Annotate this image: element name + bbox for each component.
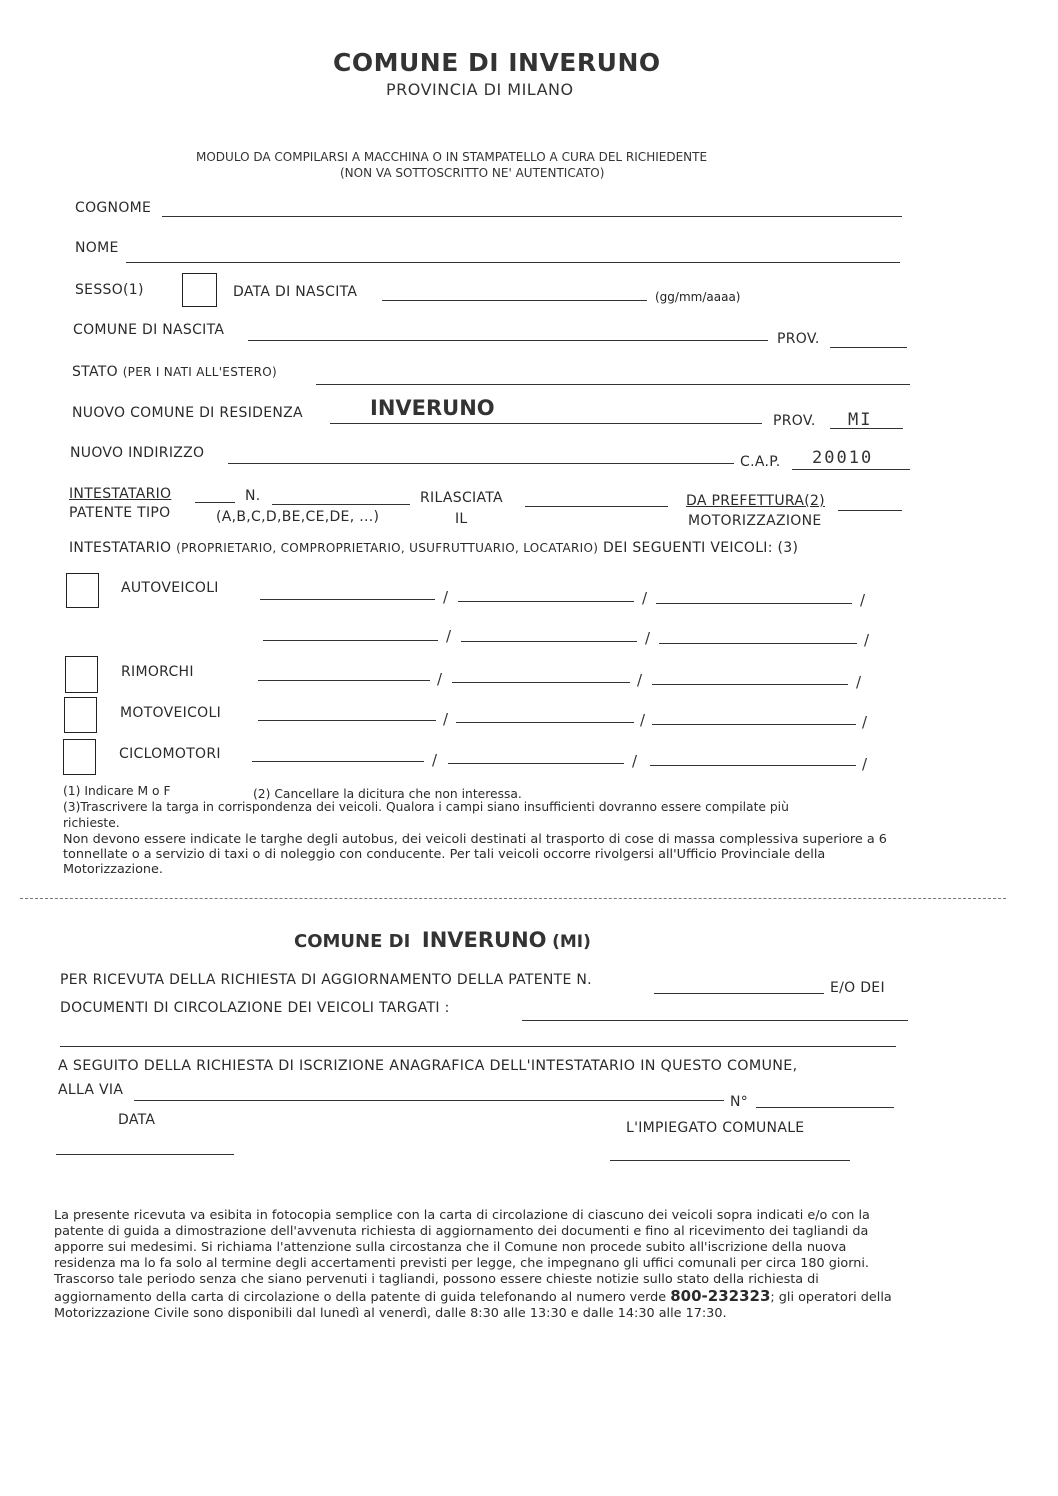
patente-tipi-hint: (A,B,C,D,BE,CE,DE, ...)	[216, 509, 380, 525]
cap-label: C.A.P.	[740, 454, 781, 470]
veicoli-heading	[69, 540, 798, 556]
comune-nascita-field[interactable]	[248, 340, 768, 341]
note-4: Non devono essere indicate le targhe degli autobus, dei veicoli destinati al trasporto di cose di massa complessiva superiore a 6 tonnellate o a servizio di taxi o di noleggio con conducente. Per tali veicoli occorre rivolgersi all'Ufficio Provinciale della Motorizzazione.	[63, 832, 887, 877]
slash: /	[640, 711, 646, 729]
da-prefettura-label: DA PREFETTURA(2)	[686, 493, 825, 509]
numero-label: N°	[730, 1094, 749, 1110]
slash: /	[637, 671, 643, 689]
rimorchi-targa-1[interactable]	[258, 680, 430, 681]
slash: /	[632, 752, 638, 770]
receipt-line-2: DOCUMENTI DI CIRCOLAZIONE DEI VEICOLI TARGATI :	[60, 1000, 450, 1016]
slash: /	[862, 713, 868, 731]
veicoli-heading-note: (PROPRIETARIO, COMPROPRIETARIO, USUFRUTTUARIO, LOCATARIO)	[176, 541, 599, 555]
motoveicoli-label: MOTOVEICOLI	[120, 705, 221, 721]
veicoli-heading-end: DEI SEGUENTI VEICOLI: (3)	[602, 540, 799, 556]
slash: /	[443, 588, 449, 606]
slash: /	[443, 710, 449, 728]
ciclomotori-checkbox[interactable]	[63, 739, 96, 775]
footer-text-b: ; gli operatori della Motorizzazione Civile sono disponibili dal lunedì al venerdì, dalle 8:30 alle 13:30 e dalle 14:30 alle 17:30.	[54, 1290, 892, 1321]
footer-paragraph	[54, 1208, 904, 1322]
slash: /	[437, 670, 443, 688]
stato-note: (PER I NATI ALL'ESTERO)	[122, 365, 277, 379]
autoveicoli-targa-6[interactable]	[659, 643, 857, 644]
targati-field[interactable]	[522, 1020, 908, 1021]
note-3: (3)Trascrivere la targa in corrispondenza dei veicoli. Qualora i campi siano insufficienti dovranno essere compilate più	[63, 800, 789, 814]
stato-label-text: STATO	[72, 364, 118, 380]
slash: /	[645, 629, 651, 647]
motorizzazione-label: MOTORIZZAZIONE	[688, 513, 822, 529]
autoveicoli-targa-3[interactable]	[656, 603, 852, 604]
patente-numero-field[interactable]	[654, 993, 824, 994]
rimorchi-checkbox[interactable]	[65, 656, 98, 693]
data-label: DATA	[118, 1112, 156, 1128]
autoveicoli-targa-1[interactable]	[260, 599, 435, 600]
nuovo-comune-label: NUOVO COMUNE DI RESIDENZA	[72, 405, 303, 421]
targati-field-continued[interactable]	[60, 1046, 896, 1047]
ciclomotori-targa-1[interactable]	[252, 761, 424, 762]
slash: /	[856, 673, 862, 691]
stato-label	[72, 364, 277, 380]
slash: /	[432, 751, 438, 769]
rilasciata-field[interactable]	[525, 506, 668, 507]
autoveicoli-checkbox[interactable]	[66, 573, 99, 608]
patente-tipo-label: PATENTE TIPO	[69, 505, 171, 521]
patente-n-field[interactable]	[272, 504, 410, 505]
prov-residenza-value: MI	[848, 410, 873, 430]
autoveicoli-targa-2[interactable]	[458, 601, 634, 602]
note-2: (2) Cancellare la dicitura che non interessa.	[253, 787, 522, 801]
motoveicoli-targa-1[interactable]	[258, 720, 436, 721]
motoveicoli-targa-2[interactable]	[456, 722, 634, 723]
alla-via-label: ALLA VIA	[58, 1082, 124, 1098]
receipt-title-c: (MI)	[552, 932, 591, 952]
nome-field[interactable]	[126, 262, 900, 263]
data-nascita-field[interactable]	[382, 300, 647, 301]
ciclomotori-targa-2[interactable]	[448, 763, 624, 764]
receipt-line-1: PER RICEVUTA DELLA RICHIESTA DI AGGIORNAMENTO DELLA PATENTE N.	[60, 972, 592, 988]
cognome-label: COGNOME	[75, 200, 152, 216]
patente-n-label: N.	[245, 488, 261, 504]
receipt-title-b: INVERUNO	[421, 928, 547, 952]
nuovo-indirizzo-field[interactable]	[228, 463, 734, 464]
sesso-label: SESSO(1)	[75, 282, 144, 298]
il-label: IL	[455, 511, 468, 527]
note-3-continued: richieste.	[63, 816, 120, 830]
data-format-hint: (gg/mm/aaaa)	[655, 290, 741, 304]
slash: /	[864, 631, 870, 649]
prov-nascita-field[interactable]	[830, 347, 907, 348]
impiegato-signature-field[interactable]	[610, 1160, 850, 1161]
ciclomotori-label: CICLOMOTORI	[119, 746, 221, 762]
ciclomotori-targa-3[interactable]	[650, 765, 856, 766]
cognome-field[interactable]	[162, 216, 902, 217]
motoveicoli-checkbox[interactable]	[64, 697, 97, 733]
rimorchi-targa-2[interactable]	[452, 682, 630, 683]
cap-field[interactable]	[792, 469, 910, 470]
slash: /	[642, 589, 648, 607]
numero-field[interactable]	[756, 1107, 894, 1108]
numero-verde: 800-232323	[670, 1287, 771, 1305]
impiegato-label: L'IMPIEGATO COMUNALE	[626, 1120, 805, 1136]
motoveicoli-targa-3[interactable]	[652, 724, 856, 725]
rilasciata-label: RILASCIATA	[420, 490, 503, 506]
page-subtitle: PROVINCIA DI MILANO	[386, 80, 574, 99]
receipt-title	[294, 928, 591, 952]
page-title: COMUNE DI INVERUNO	[333, 48, 661, 77]
prov-nascita-label: PROV.	[777, 331, 820, 347]
intestatario-label: INTESTATARIO	[69, 486, 172, 502]
rimorchi-targa-3[interactable]	[652, 684, 848, 685]
nuovo-comune-value: INVERUNO	[370, 396, 495, 420]
slash: /	[860, 591, 866, 609]
rimorchi-label: RIMORCHI	[121, 664, 194, 680]
prov-residenza-label: PROV.	[773, 413, 816, 429]
nuovo-indirizzo-label: NUOVO INDIRIZZO	[70, 445, 205, 461]
note-1: (1) Indicare M o F	[63, 784, 171, 798]
autoveicoli-label: AUTOVEICOLI	[121, 580, 219, 596]
instructions-line-1: MODULO DA COMPILARSI A MACCHINA O IN STAMPATELLO A CURA DEL RICHIEDENTE	[196, 150, 708, 164]
sesso-checkbox[interactable]	[182, 273, 217, 307]
slash: /	[862, 755, 868, 773]
intestatario-tipo-field[interactable]	[195, 502, 235, 503]
nome-label: NOME	[75, 240, 119, 256]
veicoli-heading-label: INTESTATARIO	[69, 540, 172, 556]
data-field[interactable]	[56, 1154, 234, 1155]
comune-nascita-label: COMUNE DI NASCITA	[73, 322, 225, 338]
cap-value: 20010	[812, 448, 874, 468]
data-nascita-label: DATA DI NASCITA	[233, 284, 358, 300]
autoveicoli-targa-4[interactable]	[263, 640, 438, 641]
alla-via-field[interactable]	[134, 1100, 724, 1101]
nuovo-comune-field[interactable]	[330, 423, 762, 424]
receipt-line-3: A SEGUITO DELLA RICHIESTA DI ISCRIZIONE ANAGRAFICA DELL'INTESTATARIO IN QUESTO COMUNE,	[58, 1058, 798, 1074]
cut-separator	[20, 898, 1006, 899]
autoveicoli-targa-5[interactable]	[461, 641, 637, 642]
footer-text-a: La presente ricevuta va esibita in fotocopia semplice con la carta di circolazione di ciascuno dei veicoli sopra indicati e/o con la patente di guida a dimostrazione dell'avvenuta richiesta di aggiornamento dei documenti e fino al ricevimento dei tagliandi da apporre sui medesimi. Si richiama l'attenzione sulla circostanza che il Comune non procede subito all'iscrizione della nuova residenza ma lo fa solo al termine degli accertamenti previsti per legge, che impegnano gli uffici comunali per circa 180 giorni. Trascorso tale periodo senza che siano pervenuti i tagliandi, possono essere chieste notizie sullo stato della richiesta di aggiornamento della carta di circolazione o della patente di guida telefonando al numero verde	[54, 1208, 870, 1305]
slash: /	[446, 627, 452, 645]
receipt-title-a: COMUNE DI	[294, 931, 411, 952]
stato-field[interactable]	[316, 384, 910, 385]
prefettura-field[interactable]	[838, 510, 902, 511]
receipt-line-1-end: E/O DEI	[830, 980, 885, 996]
instructions-line-2: (NON VA SOTTOSCRITTO NE' AUTENTICATO)	[340, 166, 605, 180]
